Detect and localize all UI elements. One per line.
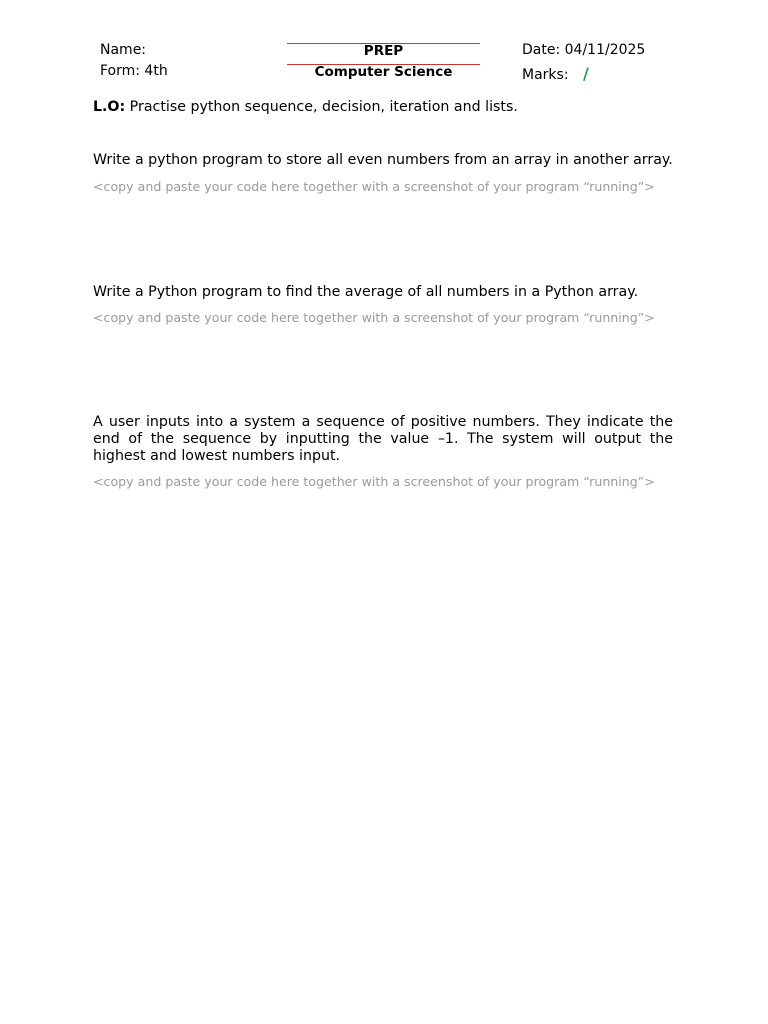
- title-subject: Computer Science: [314, 64, 453, 80]
- task-2-answer-placeholder[interactable]: <copy and paste your code here together with a screenshot of your program “running”>: [93, 310, 655, 325]
- task-1-question: Write a python program to store all even numbers from an array in another array.: [93, 152, 673, 168]
- lo-label: L.O:: [93, 99, 126, 115]
- task-3-question: A user inputs into a system a sequence of positive numbers. They indicate the end of the sequence by inputting the value –1. The system will output the highest and lowest numbers input.: [93, 414, 673, 464]
- marks-label: Marks:: [522, 67, 569, 83]
- lo-text: Practise python sequence, decision, iteration and lists.: [125, 99, 518, 115]
- task-3-answer-placeholder[interactable]: <copy and paste your code here together with a screenshot of your program “running”>: [93, 474, 655, 489]
- task-1-answer-placeholder[interactable]: <copy and paste your code here together with a screenshot of your program “running”>: [93, 179, 655, 194]
- form-label: Form: 4th: [100, 63, 168, 79]
- marks-slash: /: [583, 64, 589, 83]
- learning-objective: [93, 99, 518, 116]
- task-2-question: Write a Python program to find the average of all numbers in a Python array.: [93, 284, 639, 300]
- title-prep: PREP: [363, 43, 404, 59]
- date-label: Date: 04/11/2025: [522, 42, 646, 58]
- name-label: Name:: [100, 42, 147, 58]
